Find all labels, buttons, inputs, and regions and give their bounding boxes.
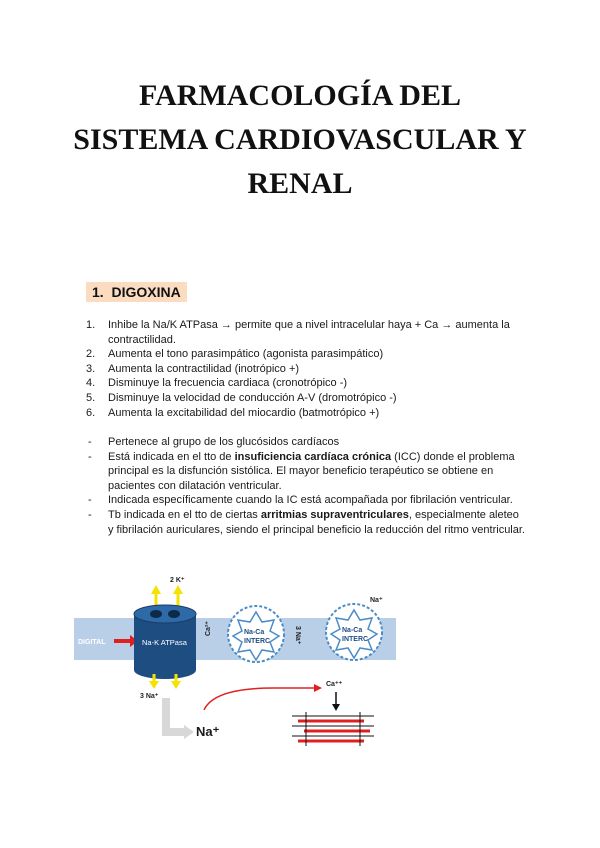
bullet-dash: - [88, 508, 92, 521]
title-line-1: FARMACOLOGÍA DEL [139, 79, 461, 112]
pump-label: Na-K ATPasa [142, 638, 187, 647]
list-text: Inhibe la Na/K ATPasa → permite que a nivel intracelular haya + Ca → aumenta la contractilidad. [108, 319, 510, 346]
effects-numbered-list [86, 318, 526, 420]
exchanger-1-line-2: INTERC [244, 638, 271, 645]
na-out-label: 3 Na⁺ [140, 693, 159, 700]
list-item [86, 391, 526, 406]
bullet-item [86, 450, 526, 494]
list-text: Disminuye la velocidad de conducción A-V (dromotrópico -) [108, 391, 397, 404]
bullet-item [86, 493, 526, 508]
pump-channel-2 [168, 610, 180, 618]
bullet-dash: - [88, 450, 92, 463]
bullet-bold-text: insuficiencia cardíaca crónica [234, 450, 392, 463]
list-number: 3. [86, 362, 96, 375]
pump-bottom [134, 661, 196, 679]
list-item [86, 347, 526, 362]
ca-label: Ca²⁺ [205, 621, 212, 636]
indications-bullet-list [86, 435, 526, 537]
pump-channel-1 [150, 610, 162, 618]
digoxin-mechanism-diagram [74, 570, 396, 748]
section-number: 1. [92, 284, 104, 300]
exchanger-2-line-1: Na-Ca [342, 627, 363, 634]
list-number: 1. [86, 319, 96, 331]
list-text: Aumenta la excitabilidad del miocardio (batmotrópico +) [108, 406, 380, 419]
pump-top [134, 605, 196, 623]
title-line-3: RENAL [247, 167, 353, 200]
na3-label: 3 Na⁺ [294, 626, 301, 645]
list-item [86, 362, 526, 377]
list-item [86, 318, 526, 347]
section-label: DIGOXINA [111, 284, 181, 300]
list-number: 5. [86, 391, 96, 404]
na-big-label: Na⁺ [196, 724, 220, 739]
list-item [86, 376, 526, 391]
bullet-text: Indicada específicamente cuando la IC está acompañada por fibrilación ventricular. [108, 494, 513, 507]
digital-label: DIGITAL [78, 639, 106, 646]
section-heading-digoxina [86, 282, 187, 302]
list-number: 4. [86, 377, 96, 390]
bullet-text: Pertenece al grupo de los glucósidos cardíacos [108, 436, 340, 448]
exchanger-1-line-1: Na-Ca [244, 629, 265, 636]
na-top-label: Na⁺ [370, 597, 383, 604]
list-text: Disminuye la frecuencia cardiaca (cronotrópico -) [108, 377, 348, 390]
list-number: 2. [86, 348, 96, 361]
bullet-item [86, 435, 526, 450]
bullet-dash: - [88, 494, 92, 507]
document-title [40, 74, 560, 206]
bullet-text: Tb indicada en el tto de ciertas [108, 508, 261, 521]
bullet-text: Está indicada en el tto de [108, 450, 235, 463]
bullet-dash: - [88, 436, 92, 448]
exchanger-2-line-2: INTERC [342, 636, 369, 643]
bullet-item [86, 508, 526, 537]
list-item [86, 406, 526, 421]
bullet-text: (ICC) donde el problema principal es la disfunción sistólica. El mayor beneficio terapéutico se obtiene en pacientes con dilatación ventricular. [108, 450, 515, 492]
ca-bottom-label: Ca⁺⁺ [326, 681, 343, 688]
list-text: Aumenta el tono parasimpático (agonista parasimpático) [108, 348, 384, 361]
title-line-2: SISTEMA CARDIOVASCULAR Y [73, 123, 527, 156]
k-label: 2 K⁺ [170, 577, 185, 584]
bullet-bold-text: arritmias supraventriculares [260, 508, 409, 521]
list-text: Aumenta la contractilidad (inotrópico +) [108, 362, 300, 375]
list-number: 6. [86, 406, 96, 419]
bullet-text: , especialmente aleteo y fibrilación auriculares, siendo el principal beneficio la reducción del ritmo ventricular. [108, 508, 525, 536]
